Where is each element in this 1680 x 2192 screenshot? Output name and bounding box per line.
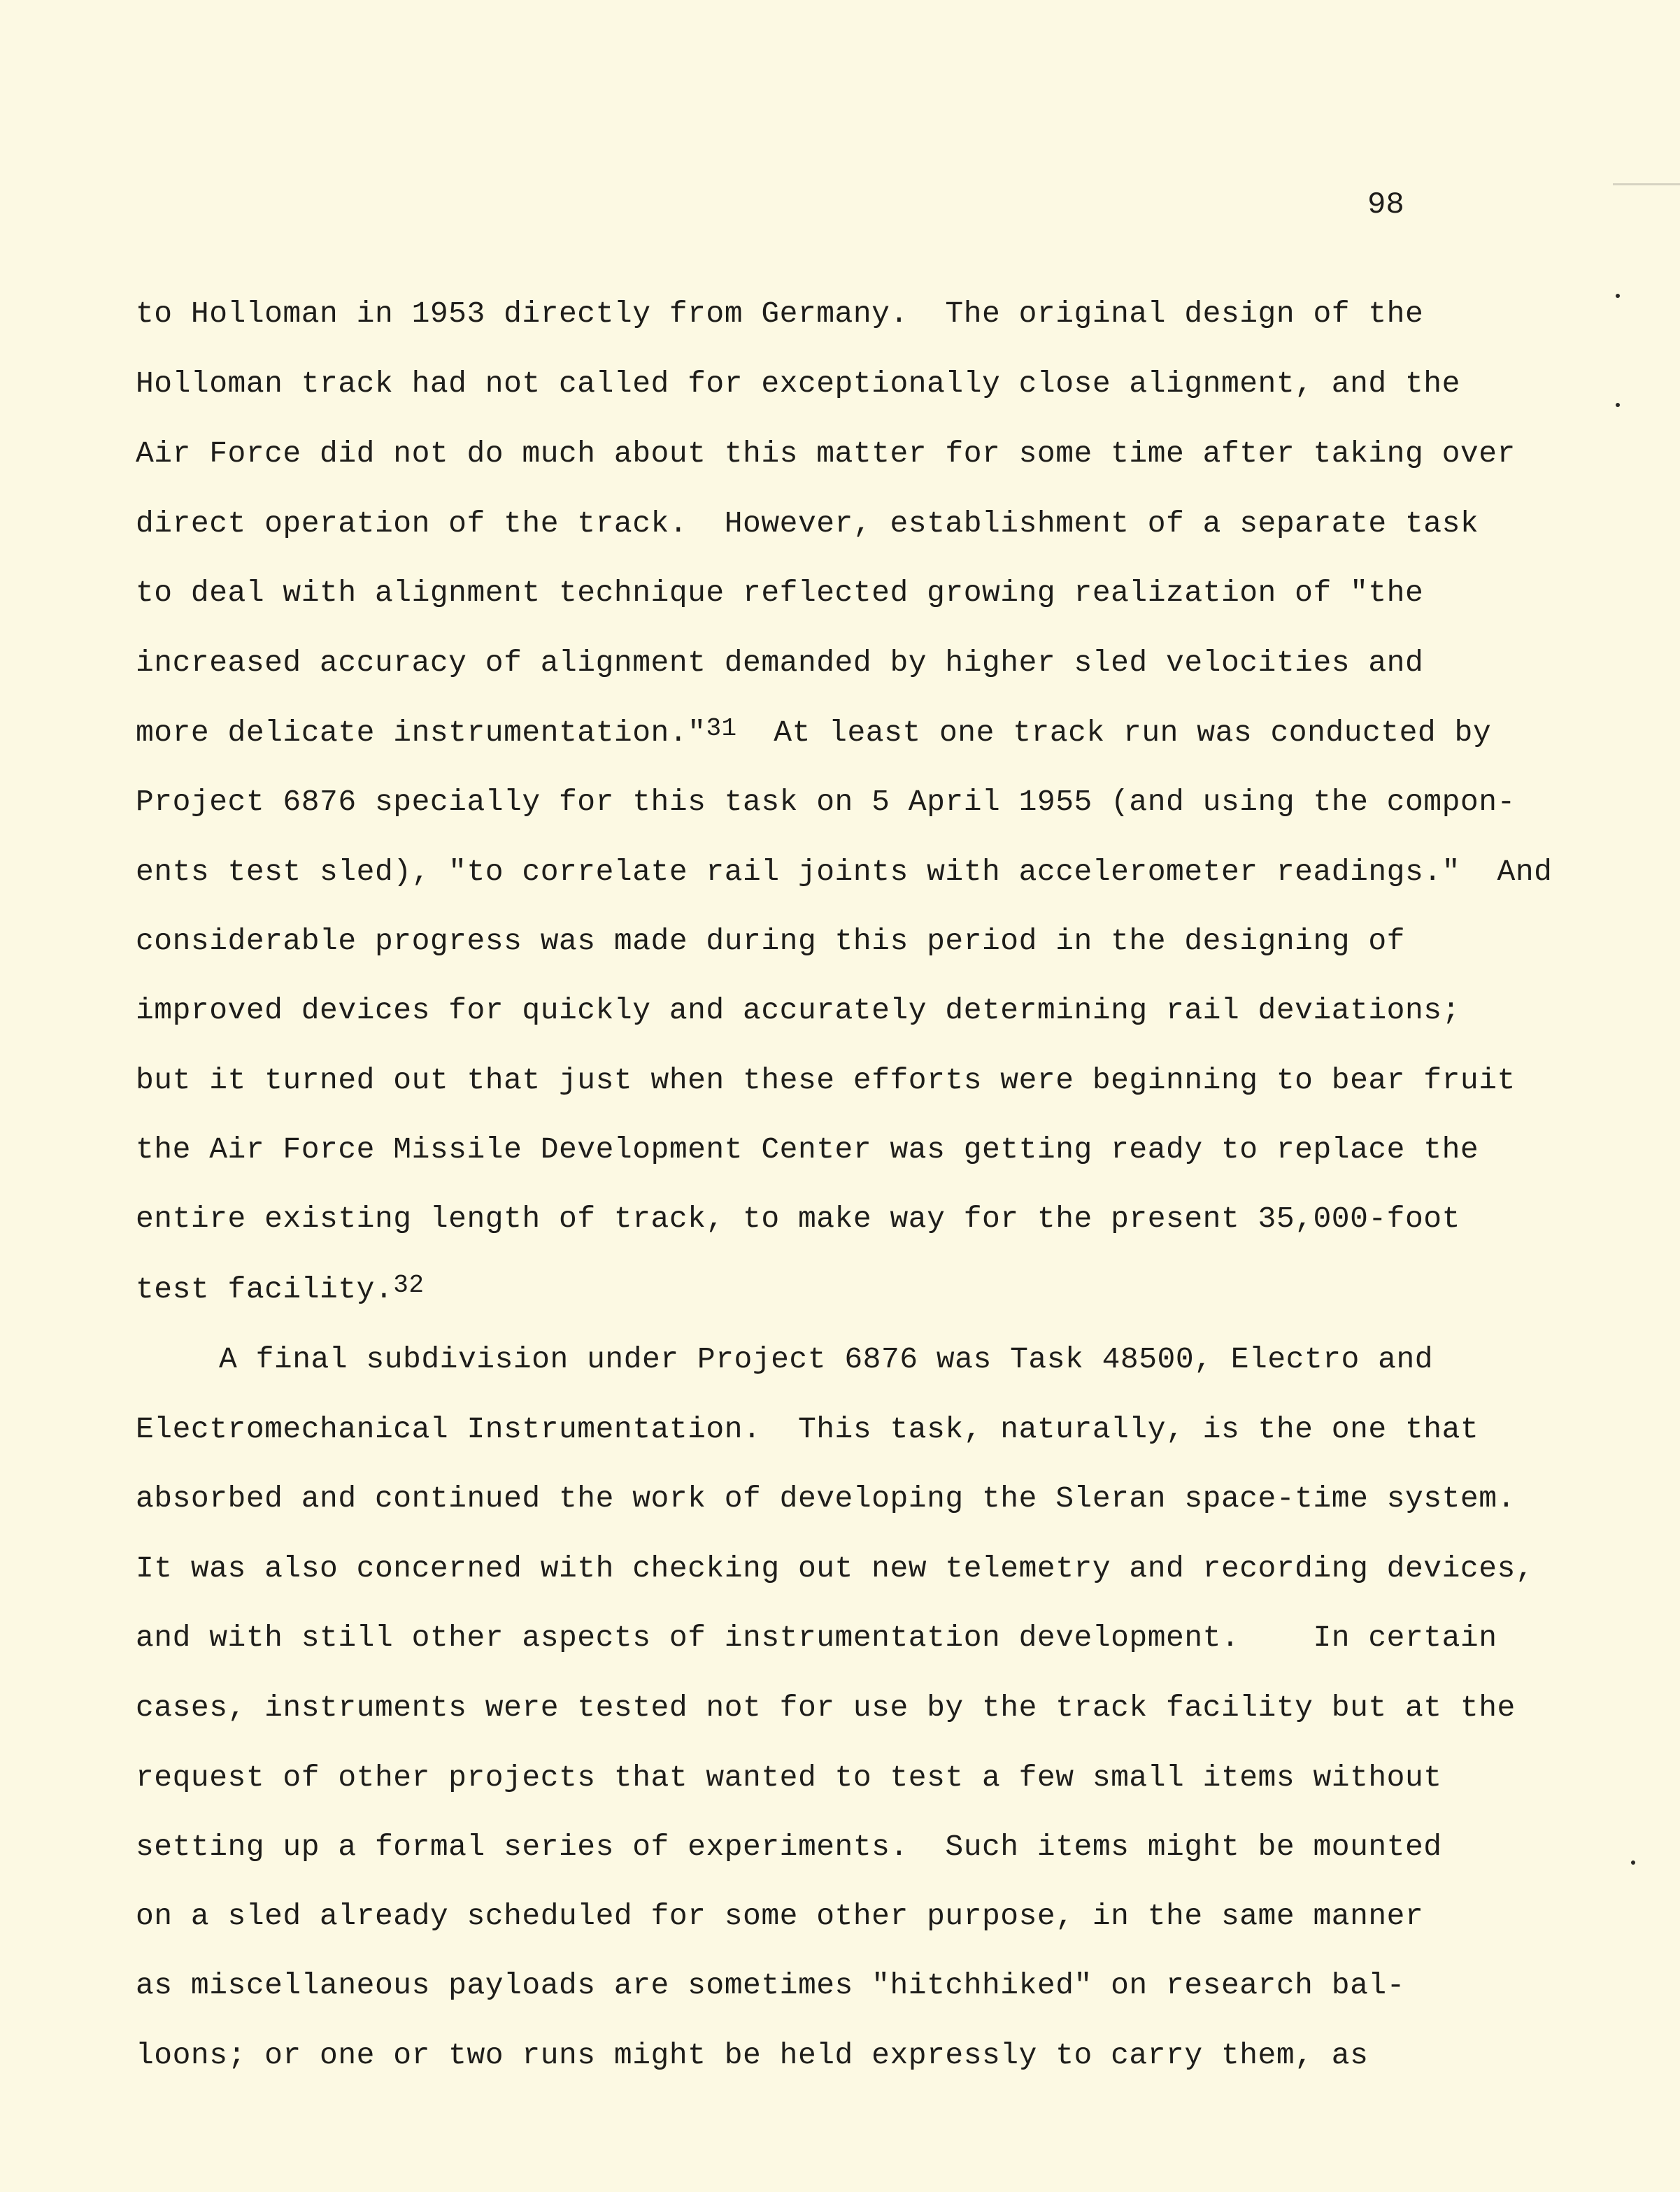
footnote-marker-32: 32 [393, 1271, 425, 1300]
text-line [136, 714, 1491, 753]
margin-speck [1616, 294, 1620, 298]
text-line: Holloman track had not called for exceptionally close alignment, and the [136, 366, 1460, 401]
text-line: setting up a formal series of experiments. Such items might be mounted [136, 1830, 1442, 1864]
text-line: on a sled already scheduled for some other purpose, in the same manner [136, 1899, 1424, 1933]
page-number: 98 [1367, 187, 1404, 222]
text-line: loons; or one or two runs might be held expressly to carry them, as [136, 2038, 1369, 2072]
text-line: cases, instruments were tested not for use by the track facility but at the [136, 1691, 1516, 1725]
text-segment: At least one track run was conducted by [736, 716, 1492, 750]
text-line: to deal with alignment technique reflected growing realization of "the [136, 576, 1424, 610]
text-line: It was also concerned with checking out new telemetry and recording devices, [136, 1551, 1535, 1586]
text-line: considerable progress was made during this period in the designing of [136, 924, 1405, 958]
text-line: entire existing length of track, to make way for the present 35,000-foot [136, 1202, 1460, 1236]
text-line: absorbed and continued the work of developing the Sleran space-time system. [136, 1481, 1516, 1516]
text-line: Air Force did not do much about this matter for some time after taking over [136, 436, 1516, 471]
text-line [136, 1271, 424, 1310]
margin-speck [1616, 403, 1620, 407]
text-segment: test facility. [136, 1272, 394, 1307]
text-line: ents test sled), "to correlate rail joints with accelerometer readings." And [136, 855, 1553, 889]
text-line: increased accuracy of alignment demanded by higher sled velocities and [136, 646, 1424, 680]
text-line: request of other projects that wanted to test a few small items without [136, 1760, 1442, 1795]
text-line: as miscellaneous payloads are sometimes "hitchhiked" on research bal- [136, 1968, 1405, 2002]
text-line: the Air Force Missile Development Center was getting ready to replace the [136, 1132, 1479, 1167]
text-line: Electromechanical Instrumentation. This task, naturally, is the one that [136, 1412, 1479, 1446]
text-line: but it turned out that just when these efforts were beginning to bear fruit [136, 1063, 1516, 1097]
text-line: improved devices for quickly and accurately determining rail deviations; [136, 993, 1460, 1027]
footnote-marker-31: 31 [706, 714, 737, 743]
text-line: A final subdivision under Project 6876 was Task 48500, Electro and [219, 1342, 1434, 1376]
text-segment: more delicate instrumentation." [136, 716, 706, 750]
margin-speck [1631, 1860, 1635, 1865]
text-line: to Holloman in 1953 directly from Germany. The original design of the [136, 297, 1424, 331]
text-line: direct operation of the track. However, establishment of a separate task [136, 506, 1479, 541]
page-edge-mark [1613, 183, 1680, 185]
text-line: Project 6876 specially for this task on 5 April 1955 (and using the compon- [136, 785, 1516, 819]
text-line: and with still other aspects of instrumentation development. In certain [136, 1621, 1497, 1655]
